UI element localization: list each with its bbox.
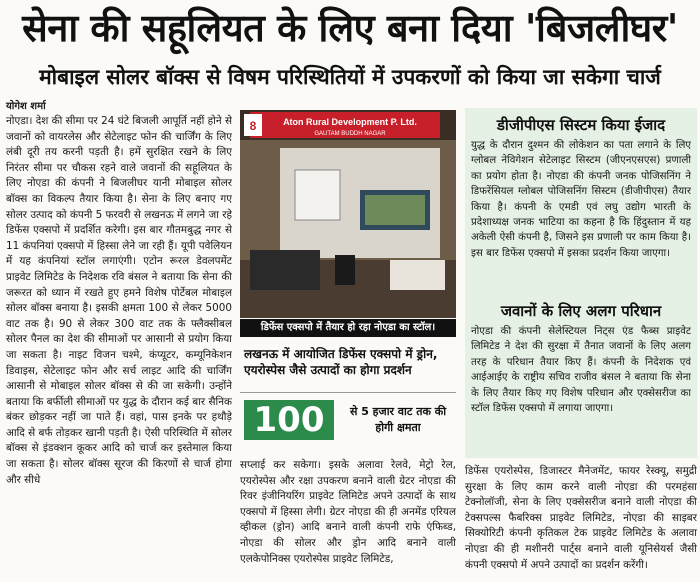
article-column-1 xyxy=(6,114,232,580)
sidebar-text-1: युद्ध के दौरान दुश्मन की लोकेशन का पता लगाने के लिए ग्लोबल नेविगेशन सेटेलाइट सिस्टम (जीएनएसएस) प्रणाली का प्रयोग होता है। नोएडा की कंपनी जनक पोजिसनिंग ने डिफरेंसियल ग्लोबल पोजिसनिंग सिस्टम (डीजीपीएस) तैयार किया है। कंपनी के एमडी एवं लघु उद्योग भारती के प्रदेशाध्यक्ष जनक भाटिया का कहना है कि हिंदुस्तान में यह अकेली ऐसी कंपनी है, जिसने इस प्रणाली पर काम किया है। इस बार डिफेंस एक्सपो में इसका प्रदर्शन किया जाएगा। xyxy=(471,140,691,259)
highlight-caption: से 5 हजार वाट तक की होगी क्षमता xyxy=(349,405,447,434)
column-1-text: नोएडा। देश की सीमा पर 24 घंटे बिजली आपूर्ति नहीं होने से जवानों को वायरलेस और सेटेलाइट फोन की चार्जिंग के लिए लंबी दूरी तय करनी पड़ती है। हमें सुरक्षित रखने के लिए निरंतर सीमा पर चौकस रहने वाले जवानों की सहूलियत के लिए नोएडा की कंपनी ने बिजलीघर यानी मोबाइल सोलर बॉक्स का विकल्प तैयार किया है। सेना के लिए बनाए गए सोलर उत्पाद को कंपनी 5 फरवरी से लखनऊ में लगने जा रहे डिफेंस एक्सपो में प्रदर्शित करेगी। इस बार गौतमबुद्ध नगर से 11 कंपनियां एक्सपो में हिस्सा लेने जा रही हैं। यूपी पवेलियन में यह कंपनियां स्टॉल लगाएंगी। एटोन रूरल डेवलपमेंट प्राइवेट लिमिटेड के निदेशक रवि बंसल ने बताया कि सेना की जरूरत को ध्यान में रखते हुए हमने विशेष पोर्टेबल मोबाइल सोलर बॉक्स बनाया है। इसकी क्षमता 100 से लेकर 5000 वाट तक है। 90 से लेकर 300 वाट तक के फ्लैक्सीबल सोलर पैनल का देश की सीमाओं पर आसानी से प्रयोग किया जा सकता है। नाइट विजन चश्मे, कंप्यूटर, कम्यूनिकेशन डिवाइस, सेटेलाइट फोन और सर्च लाइट आदि की चार्जिंग आसानी से मोबाइल सोलर बॉक्स से की जा सकेगी। उन्होंने बताया कि बर्फीली सीमाओं पर युद्ध के दौरान कई बार सैनिक बंकर छोड़कर नहीं जा पाते हैं। वहां, पास इनके पर हथौड़े आदि से बर्फ तोड़कर खानी पड़ती है। ऐसी परिस्थिति में सोलर बॉक्स से इंडक्शन कूकर आदि को चार्ज कर इस्तेमाल किया जा सकता है। सोलर बॉक्स सूरज की किरणों से चार्ज होगा और सीधे xyxy=(6,115,232,486)
column-3-text: डिफेंस एयरोस्पेस, डिजास्टर मैनेजमेंट, फायर रेस्क्यू, समुद्री सुरक्षा के लिए काम करने वाली नोएडा की परमहंसा टेक्नोलॉजी, सेना के लिए एक्सेसरीज बनाने वाली नोएडा की टेक्सपल्स फैबरिक्स प्राइवेट लिमिटेड, नोएडा की साइबर सिक्योरिटी कंपनी कृतिकल टेक प्राइवेट लिमिटेड के अलावा नोएडा की ही मशीनरी पार्ट्स बनाने वाली यूनिसेयर्स जैसी कंपनी एक्सपो में अपने उत्पादों का प्रदर्शन करेंगी। xyxy=(465,465,697,571)
sidebar-text-2: नोएडा की कंपनी सेलेस्टियल निट्स एंड फैब्स प्राइवेट लिमिटेड ने देश की सुरक्षा में तैनात जवानों के लिए अलग तरह के परिधान तैयार किए हैं। कंपनी के निदेशक एवं आईआईए के राष्ट्रीय सचिव राजीव बंसल ने बताया कि सेना के लिए तैयार किए गए विशेष परिधान और एक्सेसरीज का स्टॉल डिफेंस एक्सपो में लगाया जाएगा। xyxy=(471,326,691,415)
byline: योगेश शर्मा xyxy=(6,101,46,112)
headline: सेना की सहूलियत के लिए बना दिया 'बिजलीघर' xyxy=(22,6,678,50)
article-column-3 xyxy=(465,464,697,580)
sidebar-heading-1: डीजीपीएस सिस्टम किया ईजाद xyxy=(496,116,666,134)
divider-rule xyxy=(240,392,456,393)
subheadline: मोबाइल सोलर बॉक्स से विषम परिस्थितियों में उपकरणों को किया जा सकेगा चार्ज xyxy=(39,65,661,89)
deck-text: लखनऊ में आयोजित डिफेंस एक्सपो में ड्रोन, एयरोस्पेस जैसे उत्पादों का होगा प्रदर्शन xyxy=(244,347,438,377)
sidebar-heading-2: जवानों के लिए अलग परिधान xyxy=(500,302,662,320)
stall-banner-sub: GAUTAM BUDDH NAGAR xyxy=(314,131,386,137)
photo-caption: डिफेंस एक्सपो में तैयार हो रहा नोएडा का स्टॉल। xyxy=(240,319,456,337)
stall-number: 8 xyxy=(249,119,257,133)
column-2-text: सप्लाई कर सकेगा। इसके अलावा रेलवे, मेट्रो रेल, एयरोस्पेस और रक्षा उपकरण बनाने वाली ग्रेटर नोएडा की रिवर इंजीनियरिंग प्राइवेट लिमिटेड अपने उत्पादों के साथ एक्सपो में हिस्सा लेगी। ग्रेटर नोएडा की ही अनमेंड एरियल व्हीकल (ड्रोन) आदि बनाने वाली कंपनी राफे एंफिब्ड, नोएडा की सोलर और ड्रोन आदि बनाने वाली एलकेपोनिक्स एयरोस्पेस प्राइवेट लिमिटेड, xyxy=(240,459,456,565)
stall-illustration xyxy=(240,110,456,318)
stall-banner-text: Aton Rural Development P. Ltd. xyxy=(283,117,417,127)
expo-stall-photo xyxy=(240,110,456,318)
sidebar-box xyxy=(465,108,697,458)
article-column-2 xyxy=(240,458,456,580)
highlight-number-box: 100 xyxy=(244,400,334,440)
